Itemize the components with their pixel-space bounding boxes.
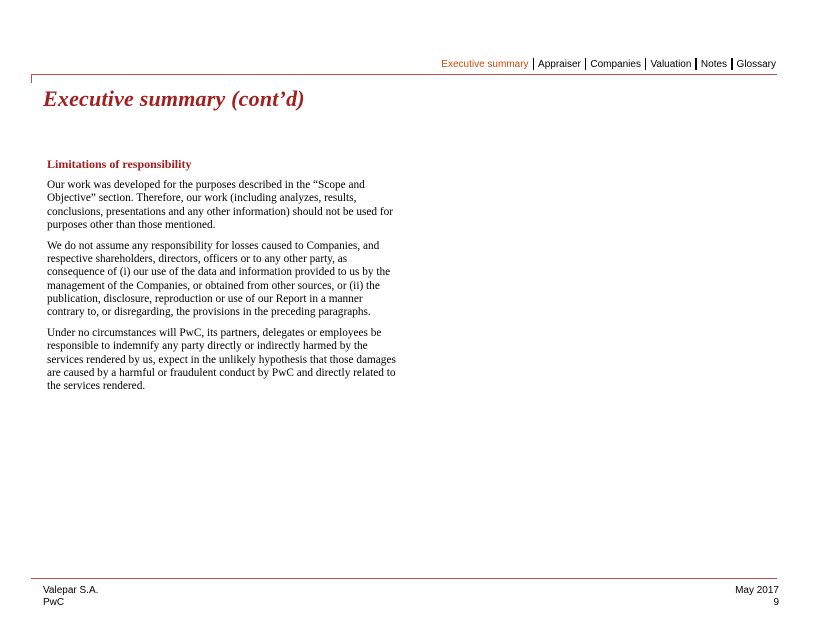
nav-separator: [731, 58, 733, 70]
nav-separator: [533, 58, 535, 70]
nav-companies[interactable]: Companies: [590, 58, 641, 70]
nav-separator: [645, 58, 647, 70]
footer-right: [735, 585, 779, 609]
nav-valuation[interactable]: Valuation: [650, 58, 692, 70]
header-divider-tick: [31, 74, 32, 83]
footer-left: [43, 585, 98, 609]
paragraph-losses: We do not assume any responsibility for losses caused to Companies, and respective shareholders, directors, officers or to any other party, as consequence of (i) our use of the data and information provided to us by the management of the Companies, or obtained from other sources, or (ii) the publication, disclosure, reproduction or use of our Report in a manner contrary to, or disregarding, the provisions in the preceding paragraphs.: [47, 240, 391, 319]
footer-divider: [31, 578, 777, 579]
paragraph-purpose: Our work was developed for the purposes described in the “Scope and Objective” section. Therefore, our work (including analyzes, results, conclusions, presentations and any other information) should not be used for purposes other than those mentioned.: [47, 179, 394, 231]
footer-date: May 2017: [735, 585, 779, 596]
nav-separator: [695, 58, 697, 70]
paragraph-indemnity: Under no circumstances will PwC, its partners, delegates or employees be responsible to indemnify any party directly or indirectly harmed by the services rendered by us, expect in the unlikely hypothesis that those damages are caused by a harmful or fraudulent conduct by PwC and directly related to the services rendered.: [47, 327, 396, 393]
section-navigation: [441, 58, 776, 70]
nav-separator: [585, 58, 587, 70]
page-number: 9: [773, 597, 779, 608]
footer-firm: PwC: [43, 597, 65, 608]
footer-company: Valepar S.A.: [43, 585, 99, 596]
section-heading: Limitations of responsibility: [47, 157, 192, 171]
nav-executive-summary[interactable]: Executive summary: [441, 58, 529, 70]
nav-glossary[interactable]: Glossary: [736, 58, 776, 70]
nav-notes[interactable]: Notes: [700, 58, 728, 70]
page-title: Executive summary (cont’d): [43, 86, 305, 111]
nav-appraiser[interactable]: Appraiser: [538, 58, 581, 70]
header-divider: [31, 74, 777, 75]
limitations-section: [47, 158, 403, 401]
